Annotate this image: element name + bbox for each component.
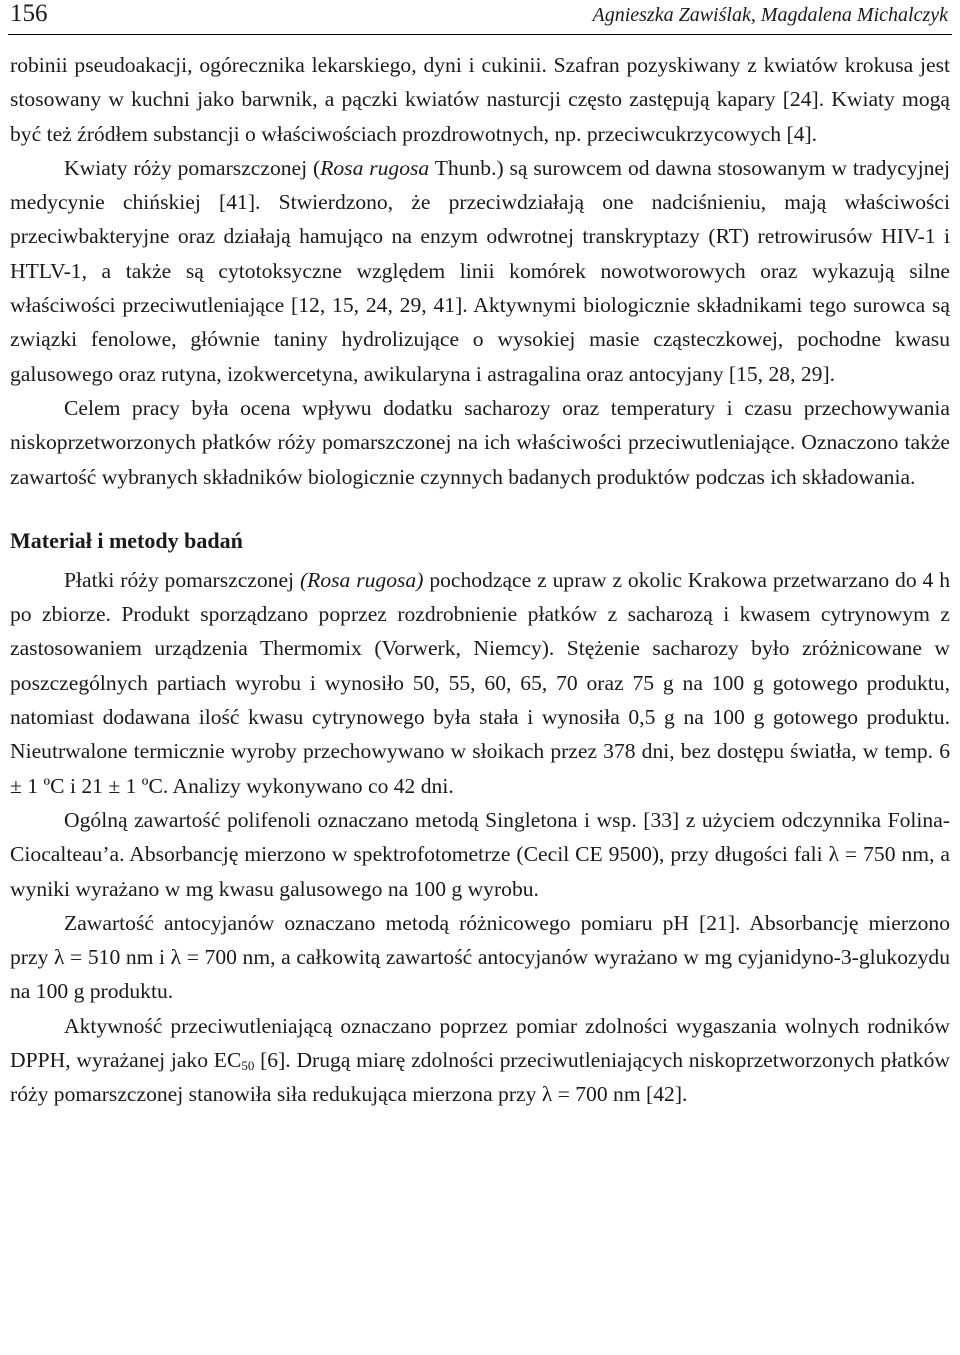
paragraph-polyphenols: Ogólną zawartość polifenoli oznaczano metodą Singletona i wsp. [33] z użyciem odczynnika Folina-Ciocalteau’a. Absorbancję mierzono w spektrofotometrze (Cecil CE 9500), przy długości fali λ = 750 nm, a wyniki wyrażano w mg kwasu galusowego na 100 g wyrobu. <box>10 807 950 901</box>
species-name: Rosa rugosa <box>320 155 430 180</box>
species-name: (Rosa rugosa) <box>299 567 424 592</box>
paragraph-text: pochodzące z upraw z okolic Krakowa przetwarzano do 4 h po zbiorze. Produkt sporządzano poprzez rozdrobnienie płatków z sacharozą i kwasem cytrynowym z zastosowaniem urządzenia Thermomix (Vorwerk, Niemcy). Stężenie sacharozy było zróżnicowane w poszczególnych partiach wyrobu i wynosiło 50, 55, 60, 65, 70 oraz 75 g na 100 g gotowego produktu, natomiast dodawana ilość kwasu cytrynowego była stała i wynosiła 0,5 g na 100 g gotowego produktu. Nieutrwalone termicznie wyroby przechowywano w słoikach przez 378 dni, bez dostępu światła, w temp. 6 ± 1 ºC i 21 ± 1 ºC. Analizy wykonywano co 42 dni. <box>10 567 951 798</box>
section-heading: Materiał i metody badań <box>10 527 243 553</box>
subscript: 50 <box>241 1058 255 1074</box>
page-number: 156 <box>10 0 48 27</box>
body-text <box>10 48 950 1112</box>
paragraph-text: Kwiaty róży pomarszczonej ( <box>64 155 321 180</box>
paragraph-intro-continued: robinii pseudoakacji, ogórecznika lekarskiego, dyni i cukinii. Szafran pozyskiwany z kwiatów krokusa jest stosowany w kuchni jako barwnik, a pączki kwiatów nasturcji często zastępują kapary [24]. Kwiaty mogą być też źródłem substancji o właściwościach prozdrowotnych, np. przeciwcukrzycowych [4]. <box>10 53 950 146</box>
running-header <box>8 0 952 35</box>
paragraph-text: Thunb.) są surowcem od dawna stosowanym w tradycyjnej medycynie chińskiej [41]. Stwierdzono, że przeciwdziałają one nadciśnieniu, mają właściwości przeciwbakteryjne oraz działają hamująco na enzym odwrotnej transkryptazy (RT) retrowirusów HIV-1 i HTLV-1, a także są cytotoksyczne względem linii komórek nowotworowych oraz wykazują silne właściwości przeciwutleniające [12, 15, 24, 29, 41]. Aktywnymi biologicznie składnikami tego surowca są związki fenolowe, głównie taniny hydrolizujące o wysokiej masie cząsteczkowej, pochodne kwasu galusowego oraz rutyna, izokwercetyna, awikularyna i astragalina oraz antocyjany [15, 28, 29]. <box>10 155 950 386</box>
paragraph-text: Płatki róży pomarszczonej <box>64 567 300 592</box>
paragraph-material <box>10 563 950 803</box>
paragraph-antioxidant <box>10 1009 950 1112</box>
paragraph-anthocyanins: Zawartość antocyjanów oznaczano metodą różnicowego pomiaru pH [21]. Absorbancję mierzono przy λ = 510 nm i λ = 700 nm, a całkowitą zawartość antocyjanów wyrażano w mg cyjanidyno-3-glukozydu na 100 g produktu. <box>10 910 950 1004</box>
paragraph-text: [6]. Drugą miarę zdolności przeciwutleniających niskoprzetworzonych płatków róży pomarszczonej stanowiła siła redukująca mierzona przy λ = 700 nm [42]. <box>10 1048 950 1107</box>
paragraph-aim: Celem pracy była ocena wpływu dodatku sacharozy oraz temperatury i czasu przechowywania niskoprzetworzonych płatków róży pomarszczonej na ich właściwości przeciwutleniające. Oznaczono także zawartość wybranych składników biologicznie czynnych badanych produktów podczas ich składowania. <box>10 395 950 489</box>
paragraph-text: Aktywność przeciwutleniającą oznaczano poprzez pomiar zdolności wygaszania wolnych rodników DPPH, wyrażanej jako EC <box>10 1013 950 1073</box>
paragraph-rosa-rugosa <box>10 151 950 391</box>
running-header-authors: Agnieszka Zawiślak, Magdalena Michalczyk <box>592 4 948 26</box>
